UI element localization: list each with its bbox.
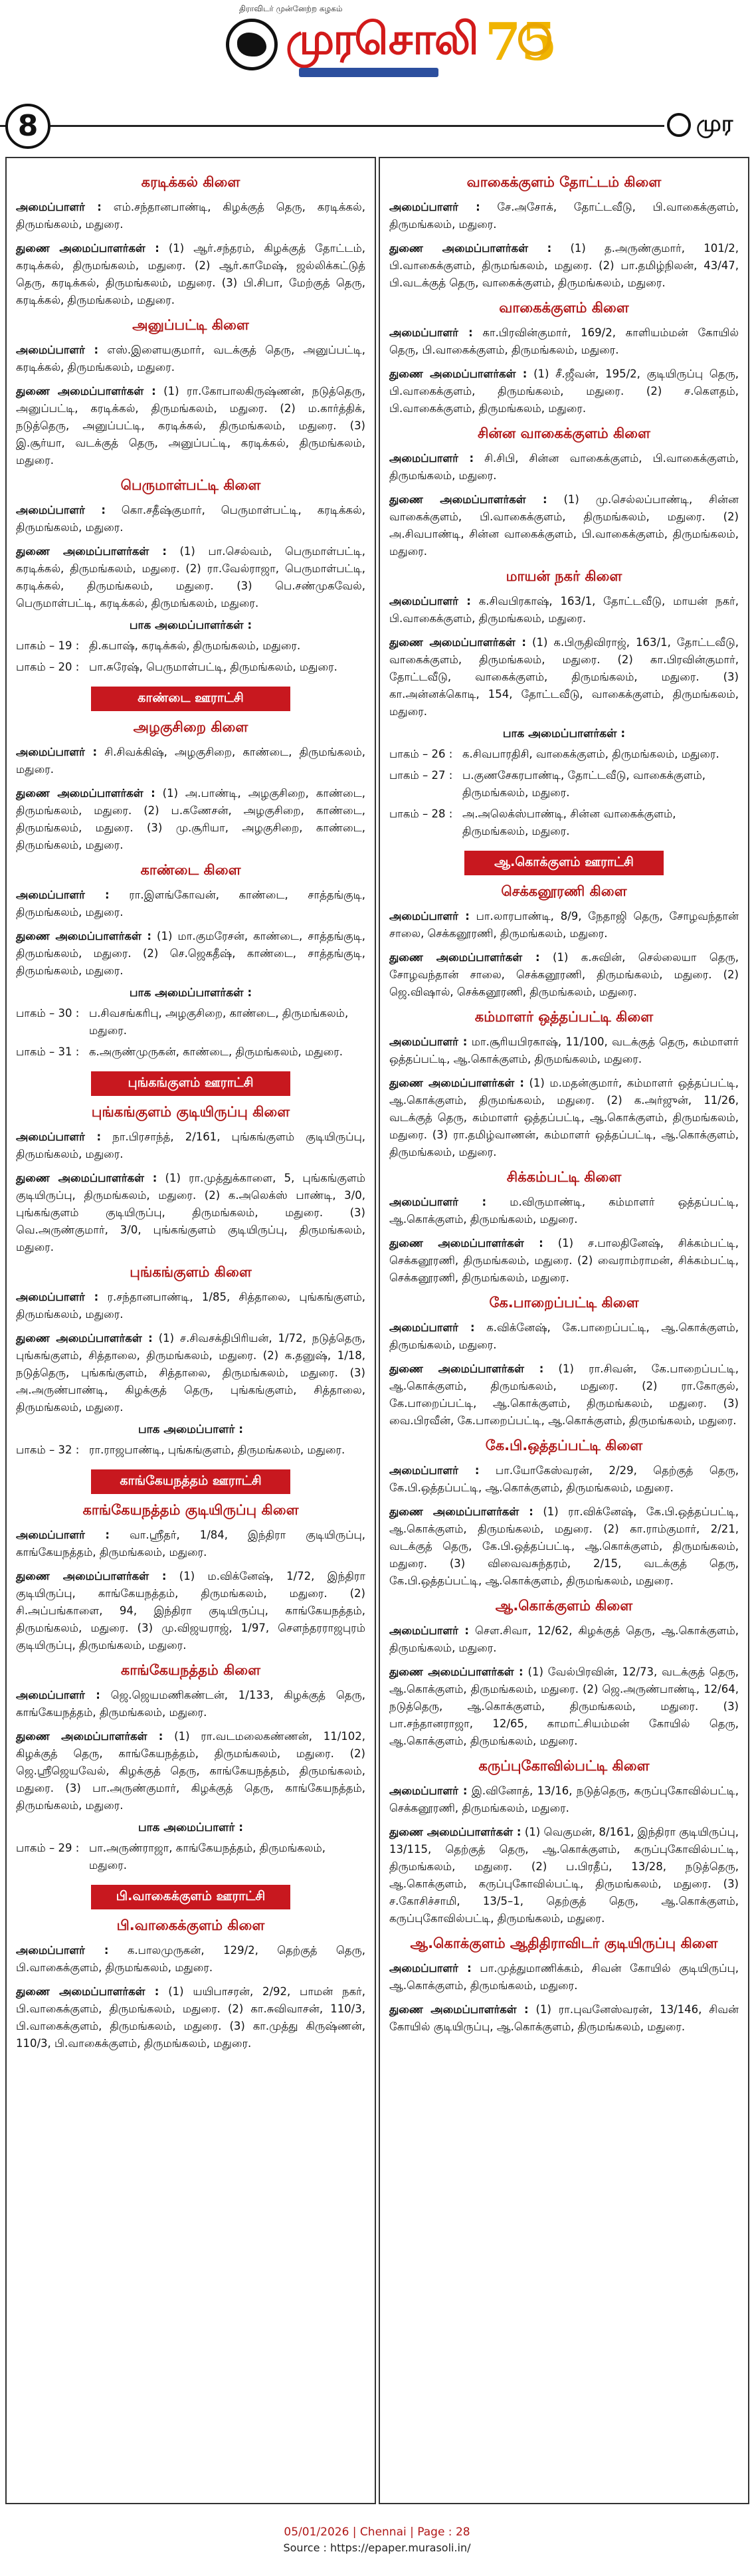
role-label: அமைப்பாளர் : <box>16 504 106 516</box>
branch-heading: பி.வாகைக்குளம் கிளை <box>116 1917 265 1933</box>
page-number: 8 <box>5 104 50 149</box>
role-label: துணை அமைப்பாளர்கள் : <box>389 242 552 255</box>
branch-heading: வாகைக்குளம் தோட்டம் கிளை <box>466 174 662 190</box>
organizer-entry <box>389 1033 739 1068</box>
anniversary-logo <box>485 9 558 76</box>
organizer-details: (1) ச.சிவசக்திபிரியன், 1/72, நடுத்தெரு, புங்கங்குளம், சித்தாலை, திருமங்கலம், மதுரை. (2) க.தனுஷ், 1/18, நடுத்தெரு, புங்கங்குளம், சித்தாலை, திருமங்கலம், மதுரை. (3) அ.அருண்பாண்டி, கிழக்குத் தெரு, புங்கங்குளம், சித்தாலை, திருமங்கலம், மதுரை. <box>16 1332 365 1414</box>
organizer-details: (1) சீ.ஜீவன், 195/2, குடியிருப்பு தெரு, பி.வாகைக்குளம், திருமங்கலம், மதுரை. (2) ச.கௌதம், பி.வாகைக்குளம், திருமங்கலம், மதுரை. <box>389 368 739 415</box>
role-label: துணை அமைப்பாளர்கள் : <box>389 1077 524 1089</box>
organizer-entry <box>389 491 739 560</box>
organizer-details: இ.வினோத், 13/16, நடுத்தெரு, கருப்புகோவில்பட்டி, செக்கனூரணி, திருமங்கலம், மதுரை. <box>389 1784 739 1814</box>
masthead-tagline: திராவிடர் முன்னேற்ற கழகம் <box>239 4 343 13</box>
role-label: துணை அமைப்பாளர்கள் : <box>389 1362 544 1375</box>
right-column <box>379 157 749 2504</box>
organizer-entry <box>16 342 365 376</box>
booth-entry <box>16 1005 365 1039</box>
role-label: அமைப்பாளர் : <box>389 1035 468 1048</box>
role-label: அமைப்பாளர் : <box>389 1624 470 1637</box>
organizer-details: பா.முத்துமாணிக்கம், சிவன் கோயில் குடியிருப்பு, ஆ.கொக்குளம், திருமங்கலம், மதுரை. <box>389 1962 739 1992</box>
role-label: அமைப்பாளர் : <box>16 1130 102 1143</box>
role-label: அமைப்பாளர் : <box>389 1321 475 1334</box>
organizer-entry <box>389 1360 739 1430</box>
footer-dateline: 05/01/2026 | Chennai | Page : 28 <box>284 2525 470 2539</box>
masthead <box>0 0 754 106</box>
branch-heading: ஆ.கொக்குளம் ஆதிதிராவிடர் குடியிருப்பு கிளை <box>410 1935 718 1951</box>
organizer-entry <box>389 1622 739 1657</box>
organizer-details: (1) மா.குமரேசன், காண்டை, சாத்தங்குடி, திருமங்கலம், மதுரை. (2) செ.ஜெகதீஷ், காண்டை, சாத்தங்குடி, திருமங்கலம், மதுரை. <box>16 930 365 977</box>
branch-heading: சின்ன வாகைக்குளம் கிளை <box>477 425 651 441</box>
role-label: துணை அமைப்பாளர்கள் : <box>389 493 547 506</box>
organizer-details: (1) ரா.விக்னேஷ், கே.பி.ஒத்தப்பட்டி, ஆ.கொக்குளம், திருமங்கலம், மதுரை. (2) கா.ராம்குமார், 2/21, வடக்குத் தெரு, கே.பி.ஒத்தப்பட்டி, ஆ.கொக்குளம், திருமங்கலம், மதுரை. (3) விவைவசுந்தரம், 2/15, வடக்குத் தெரு, கே.பி.ஒத்தப்பட்டி, ஆ.கொக்குளம், திருமங்கலம், மதுரை. <box>389 1505 739 1587</box>
panchayat-banner: புங்கங்குளம் ஊராட்சி <box>91 1071 290 1096</box>
role-label: துணை அமைப்பாளர்கள் : <box>16 930 151 942</box>
booth-organizer: க.சிவபாரதிசி, வாகைக்குளம், திருமங்கலம், மதுரை. <box>462 748 719 760</box>
role-label: துணை அமைப்பாளர்கள் : <box>16 385 156 397</box>
branch-heading: மாயன் நகர் கிளை <box>506 568 622 584</box>
organizer-details: சி.சிபி, சின்ன வாகைக்குளம், பி.வாகைக்குளம், திருமங்கலம், மதுரை. <box>389 452 739 482</box>
organizer-details: பா.யோகேஸ்வரன், 2/29, தெற்குத் தெரு, கே.பி.ஒத்தப்பட்டி, ஆ.கொக்குளம், திருமங்கலம், மதுரை. <box>389 1464 739 1494</box>
page-logo-emblem-icon <box>667 113 691 137</box>
panchayat-banner: ஆ.கொக்குளம் ஊராட்சி <box>464 851 664 875</box>
anniversary-number: 75 <box>485 12 557 72</box>
branch-heading: ஆ.கொக்குளம் கிளை <box>495 1598 633 1614</box>
booth-number: பாகம் – 29 : <box>16 1842 80 1854</box>
role-label: துணை அமைப்பாளர்கள் : <box>16 787 155 800</box>
booth-subheading: பாக அமைப்பாளர்கள் : <box>129 986 252 1000</box>
role-label: அமைப்பாளர் : <box>16 1944 109 1957</box>
organizer-entry <box>16 1728 365 1814</box>
booth-organizer: அ.அலெக்ஸ்பாண்டி, சின்ன வாகைக்குளம், திருமங்கலம், மதுரை. <box>462 807 676 837</box>
branch-heading: கே.பாறைப்பட்டி கிளை <box>489 1295 639 1311</box>
organizer-details: (1) ரா.கோபாலகிருஷ்ணன், நடுத்தெரு, அனுப்பட்டி, கரடிக்கல், திருமங்கலம், மதுரை. (2) ம.கார்த்திக், நடுத்தெரு, அனுப்பட்டி, கரடிக்கல், திருமங்கலம், மதுரை. (3) இ.சூர்யா, வடக்குத் தெரு, அனுப்பட்டி, கரடிக்கல், திருமங்கலம், மதுரை. <box>16 385 365 467</box>
organizer-entry <box>16 928 365 980</box>
organizer-details: க.பாலமுருகன், 129/2, தெற்குத் தெரு, பி.வாகைக்குளம், திருமங்கலம், மதுரை. <box>16 1944 365 1974</box>
booth-entry <box>16 659 365 676</box>
role-label: அமைப்பாளர் : <box>389 595 471 607</box>
organizer-entry <box>389 908 739 942</box>
role-label: அமைப்பாளர் : <box>16 1689 100 1701</box>
role-label: துணை அமைப்பாளர்கள் : <box>16 1730 163 1743</box>
booth-number: பாகம் – 28 : <box>389 807 453 820</box>
branch-heading: அழகுசிறை கிளை <box>133 719 248 735</box>
organizer-entry <box>16 1128 365 1163</box>
role-label: அமைப்பாளர் : <box>16 889 110 901</box>
booth-organizer: பா.சுரேஷ், பெருமாள்பட்டி, திருமங்கலம், மதுரை. <box>89 661 337 673</box>
organizer-entry <box>16 199 365 233</box>
organizer-entry <box>16 543 365 612</box>
panchayat-banner: பி.வாகைக்குளம் ஊராட்சி <box>91 1885 290 1909</box>
organizer-details: (1) ம.விக்னேஷ், 1/72, இந்திரா குடியிருப்பு, காங்கேயநத்தம், திருமங்கலம், மதுரை. (2) சி.அப்பங்காளை, 94, இந்திரா குடியிருப்பு, காங்கேயநத்தம், திருமங்கலம், மதுரை. (3) மு.விஜயராஜ், 1/97, சௌந்தரராஜபுரம் குடியிருப்பு, திருமங்கலம், மதுரை. <box>16 1570 365 1652</box>
role-label: துணை அமைப்பாளர்கள் : <box>16 242 159 255</box>
booth-number: பாகம் – 27 : <box>389 769 453 782</box>
organizer-details: (1) ஆர்.சந்தரம், கிழக்குத் தோட்டம், கரடிக்கல், திருமங்கலம், மதுரை. (2) ஆர்.காமேஷ், ஜல்லிக்கட்டுத் தெரு, கரடிக்கல், திருமங்கலம், மதுரை. (3) பி.சிபா, மேற்குத் தெரு, கரடிக்கல், திருமங்கலம், மதுரை. <box>16 242 365 306</box>
organizer-entry <box>389 1194 739 1228</box>
organizer-details: ர.சந்தானபாண்டி, 1/85, சித்தாலை, புங்கங்குளம், திருமங்கலம், மதுரை. <box>16 1291 365 1321</box>
organizer-details: (1) ரா.சிவன், கே.பாறைப்பட்டி, ஆ.கொக்குளம், திருமங்கலம், மதுரை. (2) ரா.கோகுல், கே.பாறைப்பட்டி, ஆ.கொக்குளம், திருமங்கலம், மதுரை. (3) வை.பிரவீன், கே.பாறைப்பட்டி, ஆ.கொக்குளம், திருமங்கலம், மதுரை. <box>389 1362 739 1427</box>
panchayat-banner: காங்கேயநத்தம் ஊராட்சி <box>91 1469 290 1494</box>
page-bar <box>0 100 754 153</box>
role-label: அமைப்பாளர் : <box>389 1784 468 1797</box>
branch-heading: அனுப்பட்டி கிளை <box>132 317 249 333</box>
organizer-entry <box>389 1235 739 1287</box>
branch-heading: வாகைக்குளம் கிளை <box>499 300 629 316</box>
organizer-entry <box>16 1687 365 1721</box>
masthead-inner <box>199 4 558 84</box>
organizer-entry <box>16 785 365 854</box>
booth-entry <box>389 805 739 840</box>
role-label: துணை அமைப்பாளர்கள் : <box>389 2003 529 2016</box>
organizer-details: (1) வேல்பிரவின், 12/73, வடக்குத் தெரு, ஆ.கொக்குளம், திருமங்கலம், மதுரை. (2) ஜெ.அருண்பாண்டி, 12/64, நடுத்தெரு, ஆ.கொக்குளம், திருமங்கலம், மதுரை. (3) பா.சந்தானராஜா, 12/65, காமாட்சியம்மன் கோயில் தெரு, ஆ.கொக்குளம், திருமங்கலம், மதுரை. <box>389 1665 739 1747</box>
role-label: துணை அமைப்பாளர்கள் : <box>16 1985 159 1998</box>
organizer-entry <box>16 887 365 921</box>
booth-entry <box>16 1840 365 1874</box>
booth-entry <box>16 1442 365 1459</box>
organizer-details: எம்.சந்தானபாண்டி, கிழக்குத் தெரு, கரடிக்கல், திருமங்கலம், மதுரை. <box>16 201 365 231</box>
branch-heading: கே.பி.ஒத்தப்பட்டி கிளை <box>485 1438 643 1453</box>
organizer-entry <box>16 1170 365 1256</box>
organizer-entry <box>389 1782 739 1817</box>
organizer-details: (1) ரா.புவனேஸ்வரன், 13/146, சிவன் கோயில் குடியிருப்பு, ஆ.கொக்குளம், திருமங்கலம், மதுரை. <box>389 2003 739 2033</box>
organizer-entry <box>16 744 365 778</box>
branch-heading: புங்கங்குளம் கிளை <box>130 1264 252 1280</box>
page-logo <box>664 110 754 141</box>
organizer-entry <box>389 1824 739 1927</box>
role-label: துணை அமைப்பாளர்கள் : <box>16 1570 167 1582</box>
left-column <box>5 157 376 2504</box>
organizer-entry <box>389 1075 739 1161</box>
organizer-entry <box>389 1462 739 1497</box>
role-label: துணை அமைப்பாளர்கள் : <box>389 1505 533 1518</box>
organizer-entry <box>389 199 739 233</box>
organizer-entry <box>389 1664 739 1750</box>
page-bar-rule <box>0 125 754 127</box>
branch-heading: காங்கேயநத்தம் கிளை <box>120 1662 261 1678</box>
role-label: துணை அமைப்பாளர்கள் : <box>389 951 540 964</box>
role-label: துணை அமைப்பாளர்கள் : <box>389 368 527 380</box>
organizer-entry <box>16 383 365 469</box>
organizer-details: நா.பிரசாந்த், 2/161, புங்கங்குளம் குடியிருப்பு, திருமங்கலம், மதுரை. <box>16 1130 365 1160</box>
organizer-details: எஸ்.இளையகுமார், வடக்குத் தெரு, அனுப்பட்டி, கரடிக்கல், திருமங்கலம், மதுரை. <box>16 344 365 374</box>
booth-organizer: ப.சிவசங்கரிபு, அழகுசிறை, காண்டை, திருமங்கலம், மதுரை. <box>89 1007 349 1037</box>
organizer-entry <box>16 240 365 309</box>
organizer-details: (1) ச.பாலதினேஷ், சிக்கம்பட்டி, செக்கனூரணி, திருமங்கலம், மதுரை. (2) வைராம்ராமன், சிக்கம்பட்டி, செக்கனூரணி, திருமங்கலம், மதுரை. <box>389 1237 739 1284</box>
role-label: அமைப்பாளர் : <box>16 1529 110 1541</box>
organizer-details: சௌ.சிவா, 12/62, கிழக்குத் தெரு, ஆ.கொக்குளம், திருமங்கலம், மதுரை. <box>389 1624 739 1654</box>
organizer-entry <box>389 240 739 292</box>
organizer-details: (1) ரா.முத்துக்காளை, 5, புங்கங்குளம் குடியிருப்பு, திருமங்கலம், மதுரை. (2) க.அலெக்ஸ் பாண்டி, 3/0, புங்கங்குளம் குடியிருப்பு, திருமங்கலம், மதுரை. (3) வெ.அருண்குமார், 3/0, புங்கங்குளம் குடியிருப்பு, திருமங்கலம், மதுரை. <box>16 1172 365 1253</box>
role-label: துணை அமைப்பாளர்கள் : <box>16 1332 153 1344</box>
organizer-details: கா.பிரவின்குமார், 169/2, காளியம்மன் கோயில் தெரு, பி.வாகைக்குளம், திருமங்கலம், மதுரை. <box>389 326 739 356</box>
masthead-ribbon <box>299 68 438 77</box>
organizer-entry <box>16 1983 365 2052</box>
page-logo-text: முர <box>696 110 733 137</box>
organizer-details: க.விக்னேஷ், கே.பாறைப்பட்டி, ஆ.கொக்குளம், திருமங்கலம், மதுரை. <box>389 1321 739 1351</box>
booth-number: பாகம் – 19 : <box>16 639 80 652</box>
role-label: அமைப்பாளர் : <box>389 1464 480 1477</box>
sun-emblem-icon <box>226 19 278 70</box>
organizer-details: மா.சூரியபிரகாஷ், 11/100, வடக்குத் தெரு, கம்மாளர் ஒத்தப்பட்டி, ஆ.கொக்குளம், திருமங்கலம், மதுரை. <box>389 1035 739 1065</box>
page-footer <box>0 2525 754 2576</box>
booth-organizer: க.அருண்முருகன், காண்டை, திருமங்கலம், மதுரை. <box>89 1045 343 1058</box>
organizer-details: க.சிவபிரகாஷ், 163/1, தோட்டவீடு, மாயன் நகர், பி.வாகைக்குளம், திருமங்கலம், மதுரை. <box>389 595 739 625</box>
organizer-details: (1) யயிபாசரன், 2/92, பாமன் நகர், பி.வாகைக்குளம், திருமங்கலம், மதுரை. (2) கா.சுவிவாசன், 110/3, பி.வாகைக்குளம், திருமங்கலம், மதுரை. (3) கா.முத்து கிருஷ்ணன், 110/3, பி.வாகைக்குளம், திருமங்கலம், மதுரை. <box>16 1985 365 2050</box>
branch-heading: புங்கங்குளம் குடியிருப்பு கிளை <box>91 1104 290 1120</box>
organizer-details: கொ.சதீஷ்குமார், பெருமாள்பட்டி, கரடிக்கல், திருமங்கலம், மதுரை. <box>16 504 365 534</box>
organizer-details: (1) பா.செல்வம், பெருமாள்பட்டி, கரடிக்கல், திருமங்கலம், மதுரை. (2) ரா.வேல்ராஜா, பெருமாள்பட்டி, கரடிக்கல், திருமங்கலம், மதுரை. (3) பெ.சண்முகவேல், பெருமாள்பட்டி, கரடிக்கல், திருமங்கலம், மதுரை. <box>16 545 365 609</box>
booth-entry <box>16 637 365 655</box>
role-label: அமைப்பாளர் : <box>16 746 98 758</box>
organizer-details: (1) க.பிருதிவிராஜ், 163/1, தோட்டவீடு, வாகைக்குளம், திருமங்கலம், மதுரை. (2) கா.பிரவின்குமார், தோட்டவீடு, வாகைக்குளம், திருமங்கலம், மதுரை. (3) கா.அன்னக்கொடி, 154, தோட்டவீடு, வாகைக்குளம், திருமங்கலம், மதுரை. <box>389 636 739 718</box>
organizer-details: (1) வெகுமன், 8/161, இந்திரா குடியிருப்பு, 13/115, தெற்குத் தெரு, ஆ.கொக்குளம், கருப்புகோவில்பட்டி, திருமங்கலம், மதுரை. (2) ப.பிரதீப், 13/28, நடுத்தெரு, ஆ.கொக்குளம், கருப்புகோவில்பட்டி, திருமங்கலம், மதுரை. (3) ச.கோசிச்சாமி, 13/5–1, தெற்குத் தெரு, ஆ.கொக்குளம், கருப்புகோவில்பட்டி, திருமங்கலம், மதுரை. <box>389 1826 739 1925</box>
role-label: அமைப்பாளர் : <box>389 452 474 465</box>
organizer-details: (1) மு.செல்லப்பாண்டி, சின்ன வாகைக்குளம், பி.வாகைக்குளம், திருமங்கலம், மதுரை. (2) அ.சிவபாண்டி, சின்ன வாகைக்குளம், பி.வாகைக்குளம், திருமங்கலம், மதுரை. <box>389 493 739 558</box>
organizer-entry <box>389 450 739 484</box>
organizer-entry <box>389 949 739 1001</box>
organizer-entry <box>389 366 739 417</box>
role-label: துணை அமைப்பாளர்கள் : <box>389 1665 523 1678</box>
booth-number: பாகம் – 30 : <box>16 1007 80 1020</box>
organizer-entry <box>16 502 365 536</box>
organizer-details: (1) அ.பாண்டி, அழகுசிறை, காண்டை, திருமங்கலம், மதுரை. (2) ப.கணேசன், அழகுசிறை, காண்டை, திருமங்கலம், மதுரை. (3) மு.சூரியா, அழகுசிறை, காண்டை, திருமங்கலம், மதுரை. <box>16 787 365 851</box>
organizer-entry <box>16 1330 365 1416</box>
organizer-details: (1) ரா.வடமலைகண்ணன், 11/102, கிழக்குத் தெரு, காங்கேயநத்தம், திருமங்கலம், மதுரை. (2) ஜெ.ஸ்ரீஜெயவேல், கிழக்குத் தெரு, காங்கேயநத்தம், திருமங்கலம், மதுரை. (3) பா.அருண்குமார், கிழக்குத் தெரு, காங்கேயநத்தம், திருமங்கலம், மதுரை. <box>16 1730 366 1812</box>
organizer-entry <box>389 324 739 359</box>
role-label: துணை அமைப்பாளர்கள் : <box>389 636 526 649</box>
booth-subheading: பாக அமைப்பாளர் : <box>138 1821 244 1834</box>
organizer-details: (1) த.அருண்குமார், 101/2, பி.வாகைக்குளம், திருமங்கலம், மதுரை. (2) பா.தமிழ்நிலன், 43/47, பி.வடக்குத் தெரு, வாகைக்குளம், திருமங்கலம், மதுரை. <box>389 242 739 289</box>
booth-organizer: ப.குணசேகரபாண்டி, தோட்டவீடு, வாகைக்குளம், திருமங்கலம், மதுரை. <box>462 769 706 799</box>
booth-entry <box>16 1043 365 1061</box>
role-label: அமைப்பாளர் : <box>16 344 99 356</box>
branch-heading: காங்கேயநத்தம் குடியிருப்பு கிளை <box>82 1502 299 1518</box>
role-label: அமைப்பாளர் : <box>389 1962 472 1975</box>
organizer-entry <box>389 1319 739 1354</box>
panchayat-banner: காண்டை ஊராட்சி <box>91 687 290 711</box>
organizer-details: ஜெ.ஜெயமணிகண்டன், 1/133, கிழக்குத் தெரு, காங்கேயநத்தம், திருமங்கலம், மதுரை. <box>16 1689 365 1719</box>
organizer-entry <box>16 1568 365 1654</box>
role-label: துணை அமைப்பாளர்கள் : <box>389 1237 543 1249</box>
booth-organizer: தி.கபாஷ், கரடிக்கல், திருமங்கலம், மதுரை. <box>89 639 301 652</box>
role-label: அமைப்பாளர் : <box>16 201 102 213</box>
role-label: துணை அமைப்பாளர்கள் : <box>16 545 167 558</box>
organizer-entry <box>389 634 739 720</box>
role-label: அமைப்பாளர் : <box>16 1291 99 1303</box>
booth-subheading: பாக அமைப்பாளர்கள் : <box>502 727 626 740</box>
role-label: துணை அமைப்பாளர்கள் : <box>389 1826 521 1838</box>
organizer-entry <box>389 2001 739 2036</box>
organizer-details: பா.லாரபாண்டி, 8/9, நேதாஜி தெரு, சோழவந்தான் சாலை, செக்கனூரணி, திருமங்கலம், மதுரை. <box>389 910 739 940</box>
role-label: அமைப்பாளர் : <box>389 201 480 213</box>
organizer-details: சே.அசோக், தோட்டவீடு, பி.வாகைக்குளம், திருமங்கலம், மதுரை. <box>389 201 739 231</box>
anniversary-ring-icon <box>518 23 551 56</box>
branch-heading: கம்மாளர் ஒத்தப்பட்டி கிளை <box>474 1009 654 1025</box>
organizer-entry <box>389 1503 739 1590</box>
booth-number: பாகம் – 26 : <box>389 748 453 760</box>
organizer-details: (1) க.சுவின், செல்லையா தெரு, சோழவந்தான் சாலை, செக்கனூரணி, திருமங்கலம், மதுரை. (2) ஜெ.விஷால், செக்கனூரணி, திருமங்கலம், மதுரை. <box>389 951 739 998</box>
organizer-entry <box>389 1960 739 1994</box>
booth-number: பாகம் – 32 : <box>16 1444 80 1456</box>
branch-heading: கருப்புகோவில்பட்டி கிளை <box>478 1758 650 1774</box>
organizer-entry <box>389 593 739 627</box>
booth-number: பாகம் – 20 : <box>16 661 80 673</box>
organizer-entry <box>16 1527 365 1561</box>
footer-source: Source : https://epaper.murasoli.in/ <box>283 2541 471 2554</box>
role-label: அமைப்பாளர் : <box>389 1196 487 1208</box>
newspaper-title: முரசொலி <box>286 13 478 64</box>
branch-heading: கரடிக்கல் கிளை <box>141 174 240 190</box>
branch-heading: சிக்கம்பட்டி கிளை <box>506 1169 622 1185</box>
organizer-details: (1) ம.மதன்குமார், கம்மாளர் ஒத்தப்பட்டி, ஆ.கொக்குளம், திருமங்கலம், மதுரை. (2) க.அர்ஜுன், 11/26, வடக்குத் தெரு, கம்மாளர் ஒத்தப்பட்டி, ஆ.கொக்குளம், திருமங்கலம், மதுரை. (3) ரா.தமிழ்வாணன், கம்மாளர் ஒத்தப்பட்டி, ஆ.கொக்குளம், திருமங்கலம், மதுரை. <box>389 1077 739 1158</box>
organizer-details: வா.ஸ்ரீதர், 1/84, இந்திரா குடியிருப்பு, காங்கேயநத்தம், திருமங்கலம், மதுரை. <box>16 1529 365 1558</box>
organizer-entry <box>16 1942 365 1977</box>
booth-entry <box>389 746 739 763</box>
role-label: அமைப்பாளர் : <box>389 910 470 922</box>
branch-heading: பெருமாள்பட்டி கிளை <box>120 477 261 493</box>
branch-heading: செக்கனூரணி கிளை <box>501 883 627 899</box>
booth-subheading: பாக அமைப்பாளர் : <box>138 1423 244 1436</box>
role-label: அமைப்பாளர் : <box>389 326 473 339</box>
organizer-details: ம.விருமாண்டி, கம்மாளர் ஒத்தப்பட்டி, ஆ.கொக்குளம், திருமங்கலம், மதுரை. <box>389 1196 739 1226</box>
booth-number: பாகம் – 31 : <box>16 1045 80 1058</box>
organizer-details: ரா.இளங்கோவன், காண்டை, சாத்தங்குடி, திருமங்கலம், மதுரை. <box>16 889 365 918</box>
booth-subheading: பாக அமைப்பாளர்கள் : <box>129 619 252 632</box>
organizer-details: சி.சிவக்கிஷ், அழகுசிறை, காண்டை, திருமங்கலம், மதுரை. <box>16 746 365 776</box>
booth-organizer: பா.அருண்ராஜா, காங்கேயநத்தம், திருமங்கலம், மதுரை. <box>89 1842 326 1872</box>
article-columns <box>5 157 749 2504</box>
booth-entry <box>389 767 739 802</box>
organizer-entry <box>16 1289 365 1323</box>
booth-organizer: ரா.ராஜபாண்டி, புங்கங்குளம், திருமங்கலம், மதுரை. <box>89 1444 345 1456</box>
role-label: துணை அமைப்பாளர்கள் : <box>16 1172 157 1184</box>
branch-heading: காண்டை கிளை <box>140 862 241 878</box>
